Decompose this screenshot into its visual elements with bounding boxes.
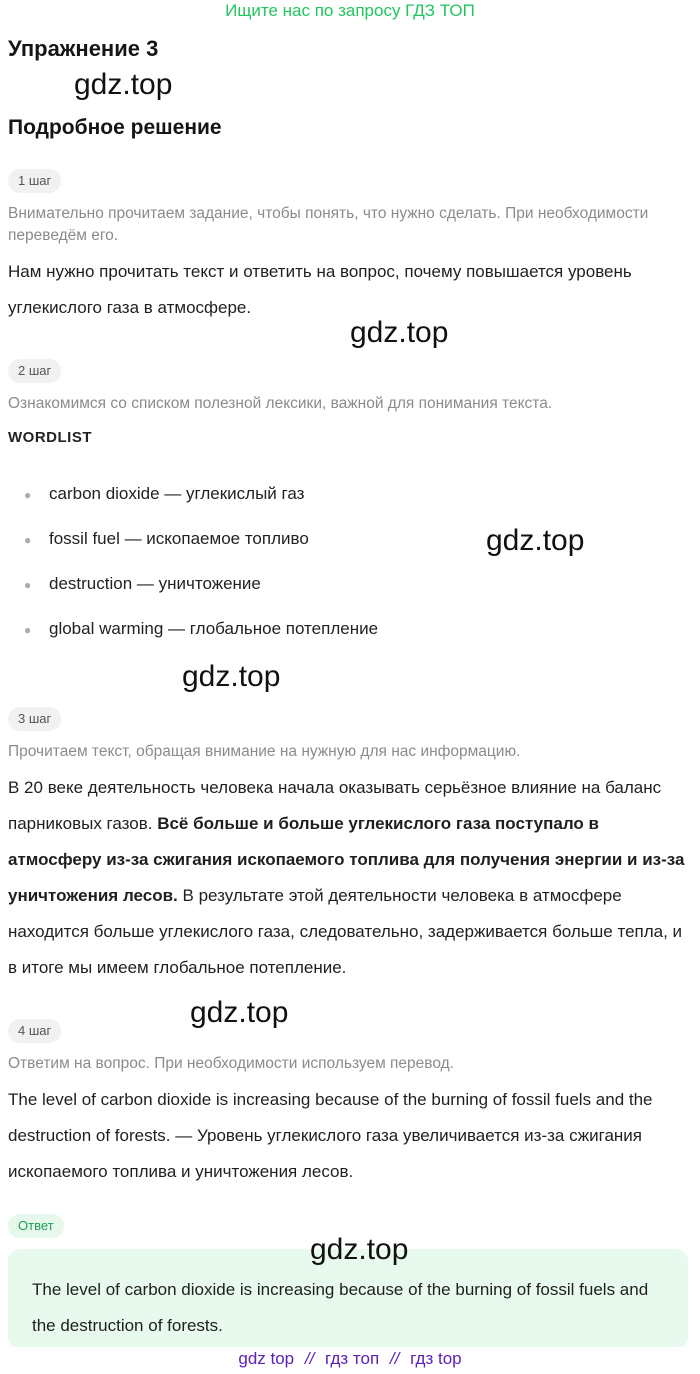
step-1-badge [8,169,61,193]
step-4-text: The level of carbon dioxide is increasing because of the burning of fossil fuels and the destruction of forests. — Уровень углекислого газа увеличивается из-за сжигания ископаемого топлива и уничтожения лесов. [8,1090,653,1181]
bullet-icon: ● [24,622,32,637]
watermark: gdz.top [310,1233,409,1266]
step-1-note: Внимательно прочитаем задание, чтобы понять, что нужно сделать. При необходимости переведём его. [8,205,649,244]
list-item: ● fossil fuel — ископаемое топливо [24,521,378,566]
footer-link[interactable]: гдз top [410,1349,462,1368]
step-3-label: 3 шаг [8,707,61,731]
step-3-note: Прочитаем текст, обращая внимание на нужную для нас информацию. [8,743,521,760]
bullet-icon: ● [24,532,32,547]
step-2-note: Ознакомимся со списком полезной лексики, важной для понимания текста. [8,395,553,412]
watermark: gdz.top [190,996,289,1029]
step-2-badge [8,359,61,383]
step-4-badge [8,1019,61,1043]
solution-title: Подробное решение [8,116,222,139]
watermark: gdz.top [182,660,281,693]
answer-text: The level of carbon dioxide is increasing because of the burning of fossil fuels and the destruction of forests. [32,1280,649,1335]
step-2-label: 2 шаг [8,359,61,383]
bullet-icon: ● [24,487,32,502]
exercise-title: Упражнение 3 [8,36,159,61]
wordlist-heading: WORDLIST [8,429,92,446]
watermark: gdz.top [486,524,585,557]
step-3-badge [8,707,61,731]
highlighted-sentence: Всё больше и больше углекислого газа поступало в атмосферу из-за сжигания ископаемого топлива для получения энергии и из-за уничтожения лесов. [8,814,685,905]
footer-links [0,1349,700,1369]
separator: // [389,1349,400,1368]
answer-label: Ответ [8,1214,64,1238]
step-4-note: Ответим на вопрос. При необходимости используем перевод. [8,1055,454,1072]
step-4-label: 4 шаг [8,1019,61,1043]
bullet-icon: ● [24,577,32,592]
wordlist [24,476,378,656]
list-item: ● carbon dioxide — углекислый газ [24,476,378,521]
answer-badge [8,1214,64,1238]
footer-link[interactable]: гдз топ [325,1349,380,1368]
step-1-label: 1 шаг [8,169,61,193]
watermark: gdz.top [350,316,449,349]
step-3-text: В 20 веке деятельность человека начала оказывать серьёзное влияние на баланс парниковых газов. Всё больше и больше углекислого газа поступало в атмосферу из-за сжигания ископаемого топлива для получения энергии и из-за уничтожения лесов. В результате этой деятельности человека в атмосфере находится больше углекислого газа, следовательно, задерживается больше тепла, и в итоге мы имеем глобальное потепление. [8,778,685,977]
step-1-text: Нам нужно прочитать текст и ответить на вопрос, почему повышается уровень углекислого газа в атмосфере. [8,262,632,317]
footer-link[interactable]: gdz top [238,1349,295,1368]
watermark: gdz.top [74,68,173,101]
separator: // [304,1349,315,1368]
list-item: ● global warming — глобальное потепление [24,611,378,656]
list-item: ● destruction — уничтожение [24,566,378,611]
search-banner: Ищите нас по запросу ГДЗ ТОП [225,1,475,20]
